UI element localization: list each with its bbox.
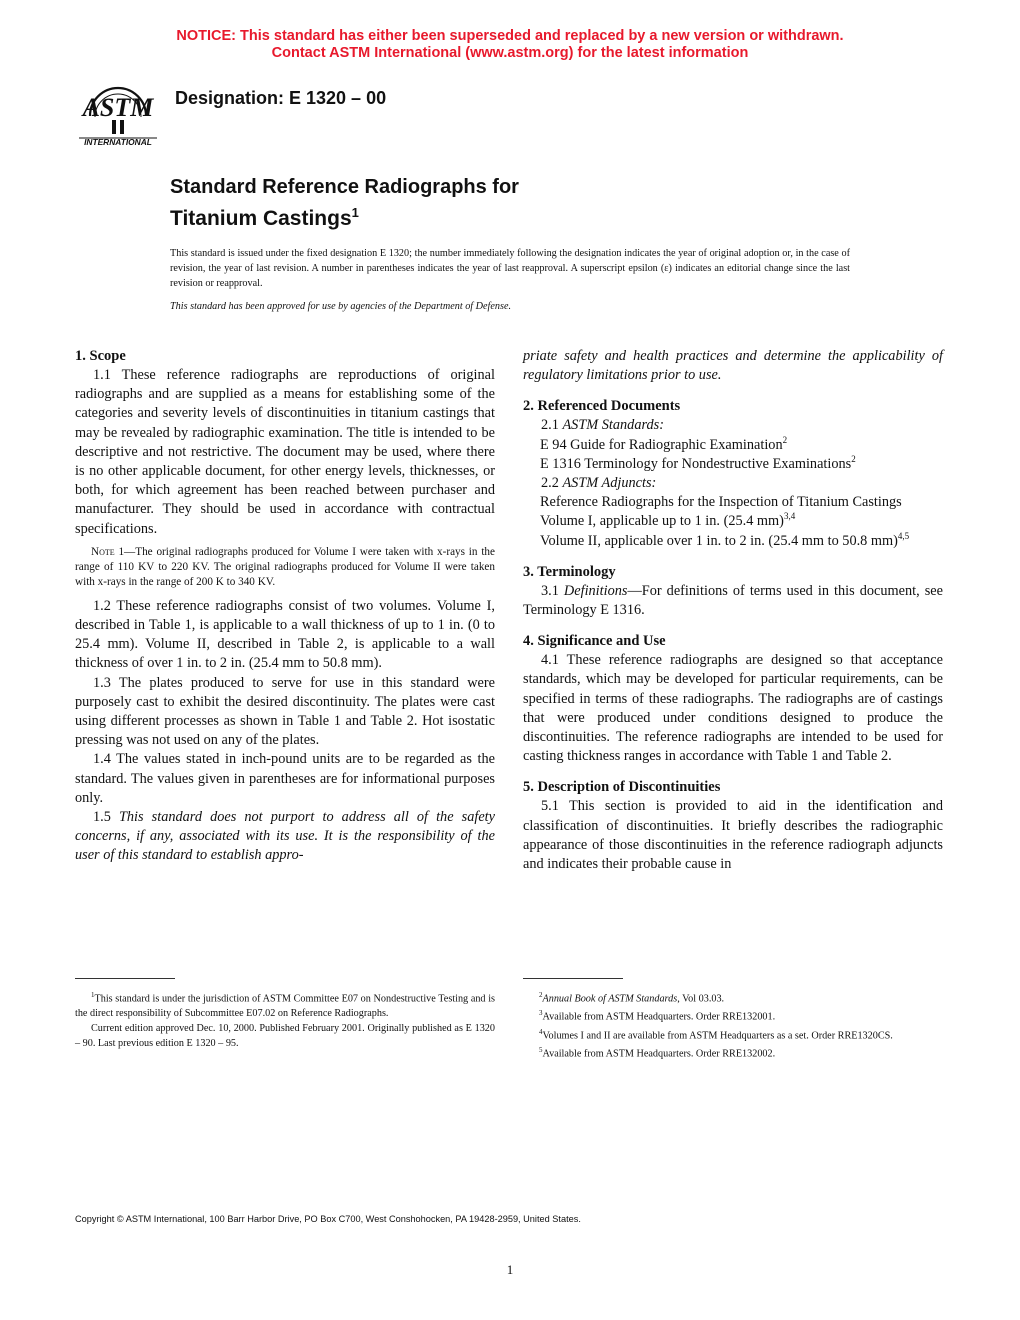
page-number: 1 xyxy=(506,1262,514,1277)
para-3-1-text: —For definitions of terms used in this document, see Terminology E 1316. xyxy=(523,582,943,619)
logo-subtitle: INTERNATIONAL xyxy=(84,137,152,147)
para-5-1: 5.1 This section is provided to aid in the identification and classification of discontinuities. It briefly describes the radiographic appearance of those discontinuities in the reference radiograph adjuncts and indicates their probable cause in xyxy=(523,798,943,873)
adjunct-volume-2 xyxy=(523,532,943,551)
scope-heading: 1. Scope xyxy=(75,348,126,364)
adjunct-volume-1 xyxy=(523,512,943,531)
adjunct-title: Reference Radiographs for the Inspection of Titanium Castings xyxy=(540,494,902,511)
document-title xyxy=(170,174,519,232)
discontinuities-heading: 5. Description of Discontinuities xyxy=(523,779,721,796)
para-2-2-num: 2.2 xyxy=(541,475,563,492)
copyright-line: Copyright © ASTM International, 100 Barr Harbor Drive, PO Box C700, West Conshohocken, PA 19428-2959, United States. xyxy=(75,1214,581,1224)
designation: Designation: E 1320 – 00 xyxy=(175,88,387,108)
adjunct-volume-1-text: Volume I, applicable up to 1 in. (25.4 mm) xyxy=(540,513,784,530)
logo-letters: ASTM xyxy=(82,93,154,122)
adjunct-volume-2-text: Volume II, applicable over 1 in. to 2 in. (25.4 mm to 50.8 mm) xyxy=(540,532,898,549)
notice-line-2: Contact ASTM International (www.astm.org) for the latest information xyxy=(271,45,749,61)
footnote-4-text: Volumes I and II are available from ASTM Headquarters as a set. Order RRE1320CS. xyxy=(542,1030,893,1042)
para-1-5-continued xyxy=(523,347,943,385)
adjunct-volume-1-fn: 3,4 xyxy=(783,511,796,522)
footnote-3-mark: 3 xyxy=(539,1009,543,1018)
ref-e94 xyxy=(523,436,943,455)
footnote-5-mark: 5 xyxy=(539,1046,543,1055)
para-1-1: 1.1 These reference radiographs are reproductions of original radiographs and are supplied as a means for establishing some of the categories and severity levels of discontinuities in titanium castings that may be revealed by radiographic examination. The title is intended to be descriptive and not restrictive. The document may be used, where there is no other applicable document, for other energy levels, thicknesses, or both, for which agreement has been reached between purchaser and manufacturer. They should be used in accordance with contractual specifications. xyxy=(75,367,495,537)
para-2-1 xyxy=(523,416,943,435)
para-3-1-label: Definitions xyxy=(563,582,628,599)
footnote-5-text: Available from ASTM Headquarters. Order RRE132002. xyxy=(542,1048,776,1060)
adjunct-volume-2-fn: 4,5 xyxy=(897,530,910,541)
footnote-5 xyxy=(523,1043,943,1061)
footnotes-right xyxy=(523,988,943,1062)
notice-banner xyxy=(0,28,1020,62)
para-4-1: 4.1 These reference radiographs are designed so that acceptance standards, which may be developed for particular requirements, can be specified in terms of these radiographs. The radiographs are of castings that were produced under conditions designed to produce the discontinuities. The reference radiographs are intended to be used for casting thickness ranges in accordance with Table 1 and Table 2. xyxy=(523,652,943,765)
astm-logo-graphic xyxy=(76,76,160,148)
title-line-2 xyxy=(170,200,519,232)
note-text: 1—The original radiographs produced for Volume I were taken with x-rays in the range of 110 KV to 220 KV. The original radiographs produced for Volume II were taken with x-rays in the range of 200 K to 340 KV. xyxy=(75,545,495,589)
footnote-1-edition: Current edition approved Dec. 10, 2000. Published February 2001. Originally published as E 1320 – 90. Last previous edition E 1320 – 95. xyxy=(75,1023,495,1050)
para-1-2: 1.2 These reference radiographs consist of two volumes. Volume I, described in Table 1, is applicable to a wall thickness of up to 1 in. (0 to 25.4 mm). Volume II, described in Table 2, is applicable to a wall thickness of over 1 in. to 2 in. (25.4 mm to 50.8 mm). xyxy=(75,597,495,672)
para-1-3: 1.3 The plates produced to serve for use in this standard were purposely cast to exhibit the desired discontinuity. The plates were cast using different processes as shown in Table 1 and Table 2. Hot isostatic pressing was not used on any of the plates. xyxy=(75,674,495,749)
footnote-1 xyxy=(75,988,495,1021)
dod-approval: This standard has been approved for use by agencies of the Department of Defense. xyxy=(170,301,512,312)
para-2-2 xyxy=(523,474,943,493)
para-1-5-num: 1.5 xyxy=(93,808,119,825)
ref-e94-text: E 94 Guide for Radiographic Examination xyxy=(540,436,783,453)
footnote-3 xyxy=(523,1006,943,1024)
ref-e1316-fn: 2 xyxy=(851,454,856,465)
footnote-2-mark: 2 xyxy=(539,991,543,999)
terminology-heading: 3. Terminology xyxy=(523,563,616,580)
footnote-rule-right xyxy=(523,978,623,979)
title-line-1: Standard Reference Radiographs for xyxy=(170,176,519,198)
preamble: This standard is issued under the fixed designation E 1320; the number immediately following the designation indicates the year of original adoption or, in the case of revision, the year of last revision. A number in parentheses indicates the year of last reapproval. A superscript epsilon (ε) indicates an editorial change since the last revision or reapproval. xyxy=(170,248,850,289)
right-column xyxy=(523,347,943,874)
para-3-1-num: 3.1 xyxy=(541,582,564,599)
footnote-2-text: Annual Book of ASTM Standards xyxy=(542,993,678,1005)
footnote-1-text: This standard is under the jurisdiction of ASTM Committee E07 on Nondestructive Testing and is the direct responsibility of Subcommittee E07.02 on Reference Radiographs. xyxy=(75,993,495,1020)
significance-heading: 4. Significance and Use xyxy=(523,633,666,650)
footnote-4 xyxy=(523,1025,943,1043)
ref-e94-fn: 2 xyxy=(782,434,788,445)
astm-logo xyxy=(76,76,160,148)
ref-e1316 xyxy=(523,455,943,474)
title-line-2-text: Titanium Castings xyxy=(170,207,352,230)
footnotes-left xyxy=(75,988,495,1051)
footnote-2-tail: , Vol 03.03. xyxy=(677,993,725,1005)
notice-line-1: NOTICE: This standard has either been superseded and replaced by a new version or withdrawn. xyxy=(176,28,844,44)
footnote-3-text: Available from ASTM Headquarters. Order RRE132001. xyxy=(542,1011,776,1023)
note-1 xyxy=(75,545,495,591)
para-1-5-text: This standard does not purport to address all of the safety concerns, if any, associated with its use. It is the responsibility of the user of this standard to establish appro- xyxy=(75,808,495,864)
para-3-1 xyxy=(523,582,943,620)
para-1-5 xyxy=(75,808,495,866)
ref-e1316-text: E 1316 Terminology for Nondestructive Examinations xyxy=(540,455,852,472)
para-2-2-label: ASTM Adjuncts: xyxy=(562,475,657,492)
footnote-4-mark: 4 xyxy=(539,1027,543,1036)
para-1-4: 1.4 The values stated in inch-pound units are to be regarded as the standard. The values given in parentheses are for informational purposes only. xyxy=(75,751,495,806)
footnote-2 xyxy=(523,988,943,1006)
note-label: Note xyxy=(91,545,115,558)
referenced-documents-heading: 2. Referenced Documents xyxy=(523,398,681,415)
title-footnote-mark: 1 xyxy=(351,205,359,220)
para-1-5-continued-text: priate safety and health practices and determine the applicability of regulatory limitations prior to use. xyxy=(523,348,943,384)
footnote-1-mark: 1 xyxy=(91,991,95,999)
para-2-1-num: 2.1 xyxy=(541,417,563,434)
left-column xyxy=(75,347,495,866)
para-2-1-label: ASTM Standards: xyxy=(562,417,664,434)
footnote-rule-left xyxy=(75,978,175,979)
